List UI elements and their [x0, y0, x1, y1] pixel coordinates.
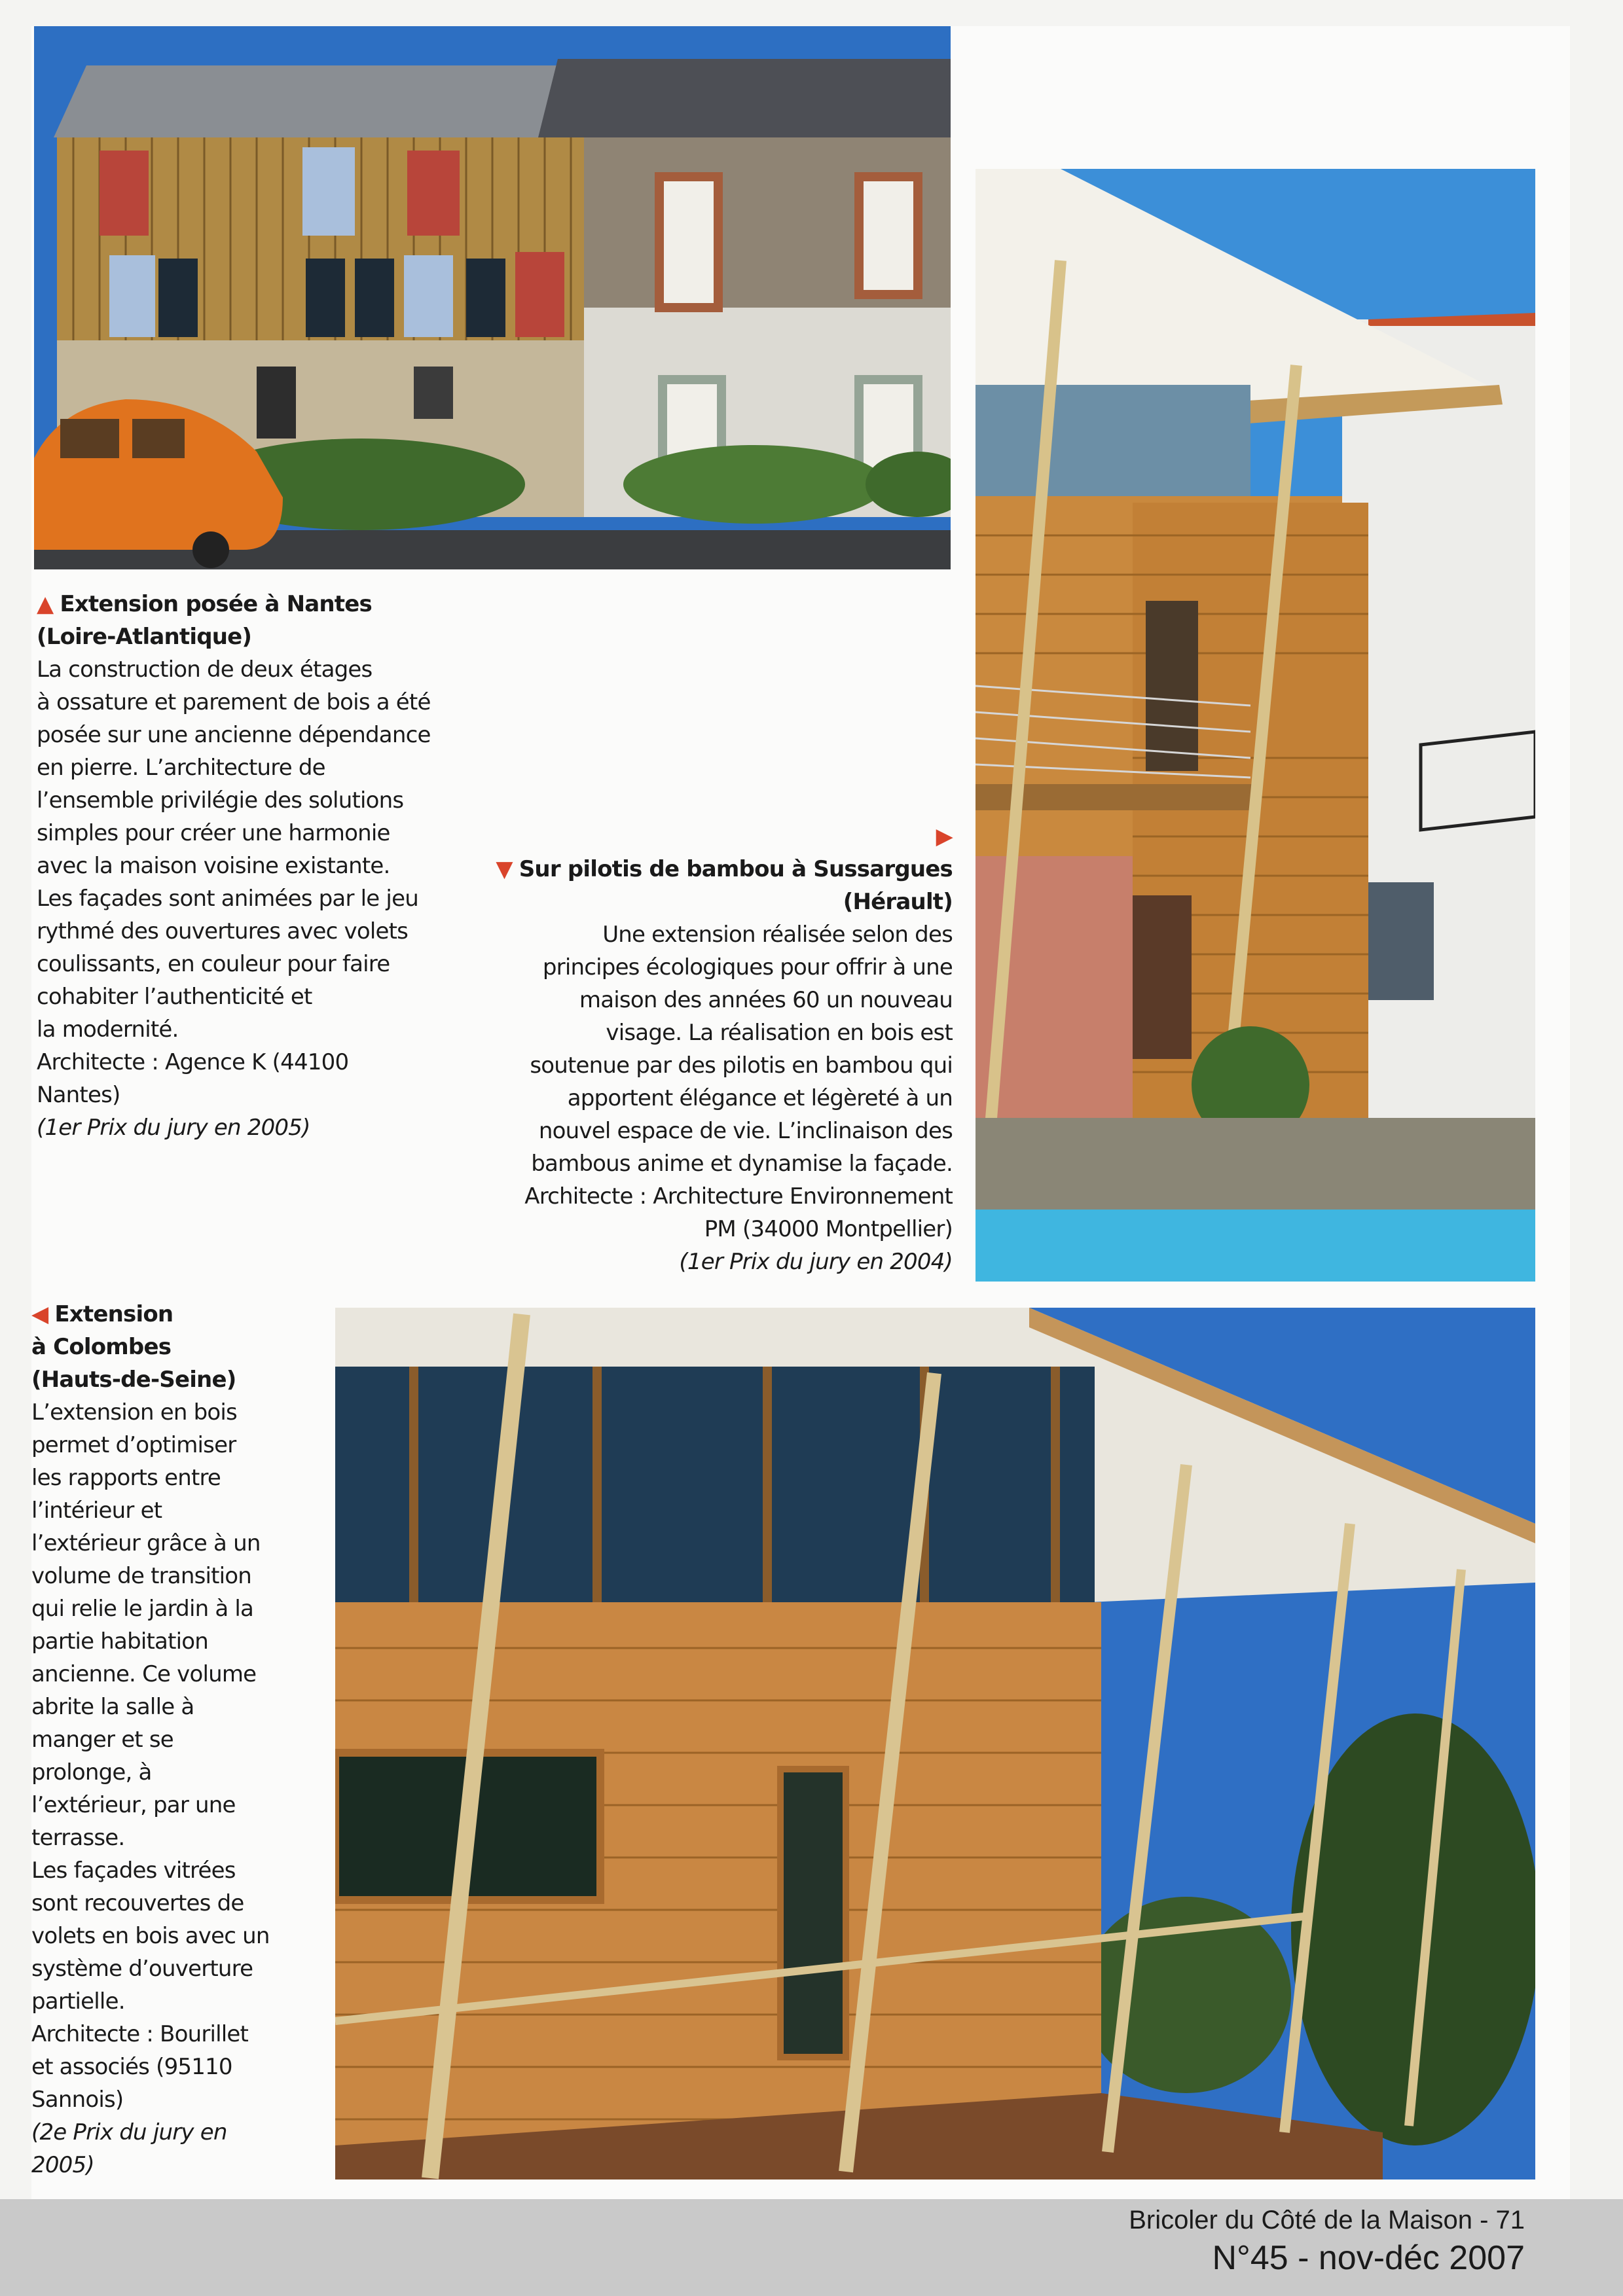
caption-nantes: [37, 588, 495, 1144]
sussargues-house-illustration: [976, 169, 1535, 1282]
caption-colombes-line: qui relie le jardin à la: [31, 1596, 254, 1622]
caption-nantes-line: Nantes): [37, 1082, 120, 1108]
caption-sussargues-line: visage. La réalisation en bois est: [606, 1020, 953, 1046]
colombes-house-illustration: [335, 1308, 1535, 2179]
caption-colombes-line: sont recouvertes de: [31, 1890, 244, 1916]
caption-nantes-line: coulissants, en couleur pour faire: [37, 951, 390, 977]
caption-sussargues-line: bambous anime et dynamise la façade.: [531, 1151, 953, 1177]
caption-nantes-line: cohabiter l’authenticité et: [37, 984, 312, 1010]
photo-nantes: [34, 26, 951, 569]
caption-colombes-line: Les façades vitrées: [31, 1857, 236, 1884]
caption-nantes-line: simples pour créer une harmonie: [37, 820, 390, 846]
caption-sussargues-line: maison des années 60 un nouveau: [579, 987, 953, 1013]
caption-colombes-title-1: ◀ Extension: [31, 1298, 326, 1331]
page-footer: [0, 2199, 1623, 2296]
caption-colombes-line: l’intérieur et: [31, 1498, 162, 1524]
caption-colombes-line: l’extérieur grâce à un: [31, 1530, 261, 1556]
caption-sussargues-title-2: (Hérault): [843, 889, 953, 915]
nantes-house-illustration: [34, 26, 951, 569]
caption-colombes-line: volets en bois avec un: [31, 1923, 270, 1949]
caption-colombes-line: Sannois): [31, 2087, 124, 2113]
left-arrow-icon: ◀: [31, 1301, 48, 1327]
caption-colombes-line: partie habitation: [31, 1628, 209, 1655]
caption-sussargues: [458, 820, 953, 1278]
caption-sussargues-line: nouvel espace de vie. L’inclinaison des: [538, 1118, 953, 1144]
caption-sussargues-line: principes écologiques pour offrir à une: [542, 954, 953, 980]
caption-colombes-prize-1: (2e Prix du jury en: [31, 2119, 227, 2145]
caption-nantes-title-2: (Loire-Atlantique): [37, 624, 252, 650]
caption-colombes-line: manger et se: [31, 1727, 173, 1753]
caption-nantes-line: Les façades sont animées par le jeu: [37, 886, 418, 912]
caption-nantes-line: à ossature et parement de bois a été: [37, 689, 431, 715]
photo-colombes: [335, 1308, 1535, 2179]
footer-issue: N°45 - nov-déc 2007: [1212, 2239, 1525, 2277]
caption-nantes-prize: (1er Prix du jury en 2005): [37, 1115, 310, 1141]
caption-colombes: [31, 1298, 326, 2181]
caption-colombes-title-2: à Colombes: [31, 1334, 172, 1360]
caption-sussargues-prize: (1er Prix du jury en 2004): [679, 1249, 953, 1275]
caption-sussargues-line: Une extension réalisée selon des: [602, 922, 953, 948]
caption-nantes-line: rythmé des ouvertures avec volets: [37, 918, 409, 944]
caption-colombes-line: prolonge, à: [31, 1759, 152, 1785]
caption-colombes-prize-2: 2005): [31, 2152, 94, 2178]
caption-colombes-line: ancienne. Ce volume: [31, 1661, 257, 1687]
caption-colombes-line: terrasse.: [31, 1825, 125, 1851]
caption-nantes-line: La construction de deux étages: [37, 656, 373, 683]
caption-colombes-line: volume de transition: [31, 1563, 252, 1589]
caption-nantes-line: en pierre. L’architecture de: [37, 755, 325, 781]
caption-colombes-line: Architecte : Bourillet: [31, 2021, 249, 2047]
footer-magazine-page: Bricoler du Côté de la Maison - 71: [1129, 2206, 1525, 2234]
caption-nantes-title-1: ▲ Extension posée à Nantes: [37, 588, 495, 620]
caption-sussargues-line: PM (34000 Montpellier): [704, 1216, 953, 1242]
caption-colombes-line: et associés (95110: [31, 2054, 232, 2080]
photo-sussargues: [976, 169, 1535, 1282]
caption-nantes-line: la modernité.: [37, 1016, 179, 1043]
caption-sussargues-line: apportent élégance et légèreté à un: [567, 1085, 953, 1111]
caption-colombes-line: abrite la salle à: [31, 1694, 194, 1720]
caption-nantes-line: posée sur une ancienne dépendance: [37, 722, 431, 748]
caption-colombes-title-3: (Hauts-de-Seine): [31, 1367, 236, 1393]
caption-colombes-line: système d’ouverture: [31, 1956, 253, 1982]
caption-sussargues-line: Architecte : Architecture Environnement: [524, 1183, 953, 1210]
caption-colombes-line: permet d’optimiser: [31, 1432, 236, 1458]
caption-nantes-line: avec la maison voisine existante.: [37, 853, 390, 879]
caption-nantes-line: Architecte : Agence K (44100: [37, 1049, 349, 1075]
up-arrow-icon: ▲: [37, 591, 54, 617]
down-arrow-icon: ▼: [496, 856, 513, 882]
caption-sussargues-title-1: ▼ Sur pilotis de bambou à Sussargues: [458, 853, 953, 886]
caption-colombes-line: L’extension en bois: [31, 1399, 237, 1426]
caption-colombes-line: les rapports entre: [31, 1465, 221, 1491]
caption-colombes-line: l’extérieur, par une: [31, 1792, 236, 1818]
caption-nantes-line: l’ensemble privilégie des solutions: [37, 787, 404, 814]
right-arrow-icon: ▶: [936, 823, 953, 850]
caption-colombes-line: partielle.: [31, 1988, 125, 2015]
caption-sussargues-line: soutenue par des pilotis en bambou qui: [530, 1052, 953, 1079]
